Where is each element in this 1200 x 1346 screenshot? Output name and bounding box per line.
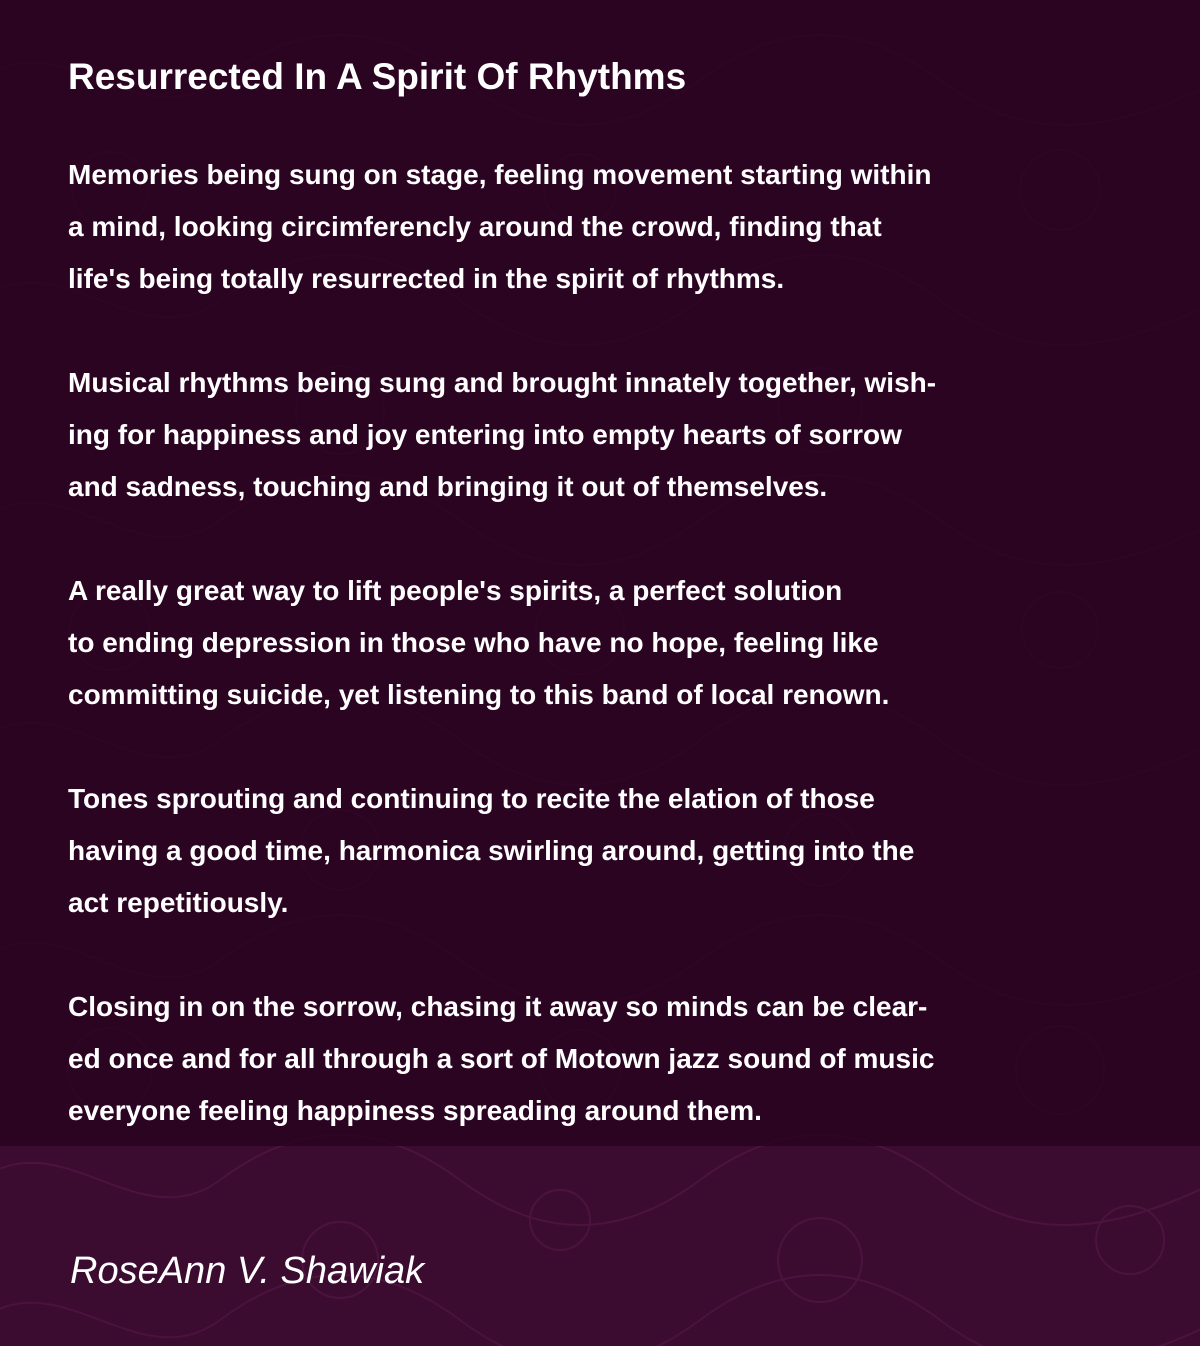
poem-author: RoseAnn V. Shawiak: [70, 1250, 425, 1292]
poem-line: Closing in on the sorrow, chasing it away so minds can be clear-: [68, 991, 928, 1022]
poem-line: ed once and for all through a sort of Motown jazz sound of music: [68, 1043, 935, 1074]
poem-title: Resurrected In A Spirit Of Rhythms: [68, 56, 687, 97]
poem-line: having a good time, harmonica swirling around, getting into the: [68, 835, 915, 866]
poem-line: act repetitiously.: [68, 887, 289, 918]
poem-stanza: [68, 149, 1188, 305]
poem-line: committing suicide, yet listening to this band of local renown.: [68, 679, 890, 710]
poem-line: ing for happiness and joy entering into empty hearts of sorrow: [68, 419, 902, 450]
poem-line: a mind, looking circimferencly around the crowd, finding that: [68, 211, 882, 242]
poem-body: [68, 149, 1188, 1189]
poem-stanza: [68, 565, 1188, 721]
poem-line: everyone feeling happiness spreading around them.: [68, 1095, 762, 1126]
poem-stanza: [68, 981, 1188, 1137]
poem-line: Musical rhythms being sung and brought innately together, wish-: [68, 367, 937, 398]
poem-line: to ending depression in those who have no hope, feeling like: [68, 627, 879, 658]
poem-stanza: [68, 773, 1188, 929]
poem-line: Tones sprouting and continuing to recite the elation of those: [68, 783, 875, 814]
poem-line: life's being totally resurrected in the spirit of rhythms.: [68, 263, 785, 294]
poem-line: A really great way to lift people's spirits, a perfect solution: [68, 575, 843, 606]
poem-stanza: [68, 357, 1188, 513]
poem-line: Memories being sung on stage, feeling movement starting within: [68, 159, 932, 190]
poem-line: and sadness, touching and bringing it out of themselves.: [68, 471, 828, 502]
